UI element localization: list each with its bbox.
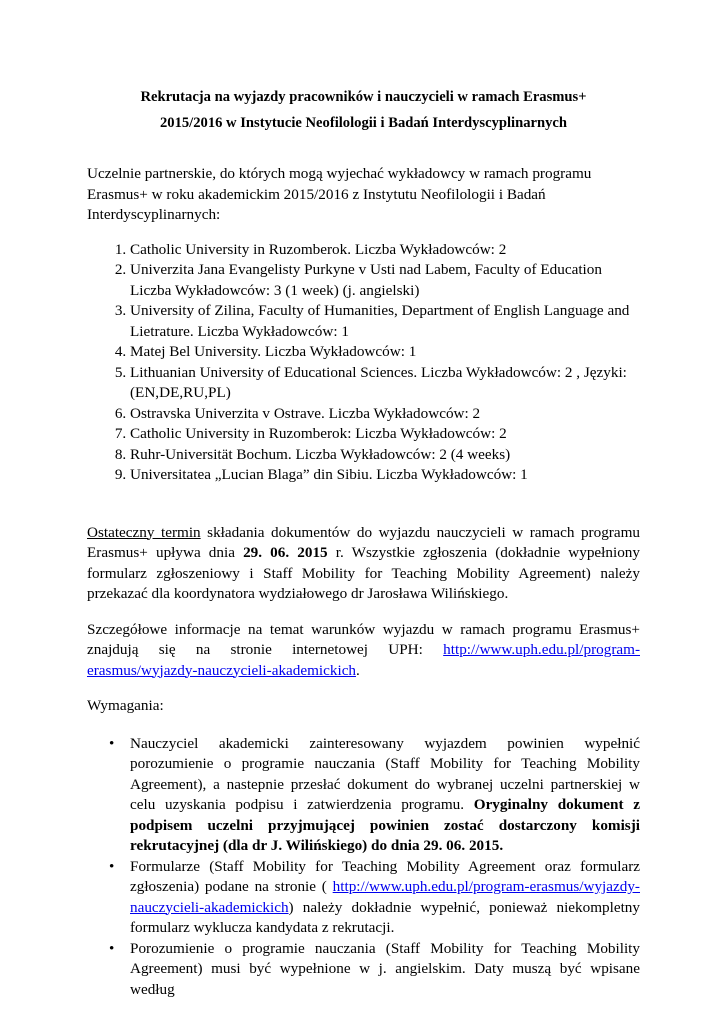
requirement-text-after: ) należy dokładnie wypełnić, ponieważ niekompletny formularz wyklucza kandydata z rekrutacji. — [130, 898, 640, 936]
deadline-text: składania dokumentów do wyjazdu nauczycieli w ramach programu Erasmus+ upływa dnia — [87, 523, 640, 561]
document-title-line-2: 2015/2016 w Instytucie Neofilologii i Badań Interdyscyplinarnych — [159, 115, 568, 131]
intro-paragraph: Uczelnie partnerskie, do których mogą wyjechać wykładowcy w ramach programu Erasmus+ w roku akademickim 2015/2016 z Instytutu Neofilologii i Badań Interdyscyplinarnych: — [87, 165, 592, 223]
requirement-item — [130, 734, 640, 857]
deadline-term: Ostateczny termin — [87, 523, 201, 541]
requirement-text: Formularze (Staff Mobility for Teaching Mobility Agreement oraz formularz zgłoszenia) podane na stronie ( — [130, 857, 640, 895]
requirements-heading: Wymagania: — [87, 697, 164, 714]
partner-university-item: 6. Ostravska Univerzita v Ostrave. Liczba Wykładowców: 2 — [130, 404, 640, 425]
partner-university-item: 8. Ruhr-Universität Bochum. Liczba Wykładowców: 2 (4 weeks) — [130, 445, 640, 466]
requirement-item — [130, 857, 640, 939]
info-paragraph — [87, 620, 640, 682]
document-page — [87, 84, 640, 1000]
forms-link[interactable]: http://www.uph.edu.pl/program-erasmus/wyjazdy-nauczycieli-akademickich — [130, 878, 640, 916]
partner-university-item: 7. Catholic University in Ruzomberok: Liczba Wykładowców: 2 — [130, 424, 640, 445]
deadline-text-continued: r. Wszystkie zgłoszenia (dokładnie wypełniony formularz zgłoszeniowy i Staff Mobility for Teaching Mobility Agreement) należy przekazać dla koordynatora wydziałowego dr Jarosława Wilińskiego. — [87, 544, 640, 602]
partner-university-item: 2. Univerzita Jana Evangelisty Purkyne v Usti nad Labem, Faculty of Education Liczba Wykładowców: 3 (1 week) (j. angielski) — [130, 260, 640, 301]
requirements-list — [87, 734, 640, 1001]
requirement-text: Nauczyciel akademicki zainteresowany wyjazdem powinien wypełnić porozumienie o programie nauczania (Staff Mobility for Teaching Mobility Agreement), a nastepnie przesłać dokument do wybranej uczelni partnerskiej w celu uzyskania podpisu i zatwierdzenia programu. — [130, 734, 640, 813]
info-text: Szczegółowe informacje na temat warunków wyjazdu w ramach programu Erasmus+ znajdują się na stronie internetowej UPH: — [87, 620, 640, 658]
partner-university-item: 4. Matej Bel University. Liczba Wykładowców: 1 — [130, 342, 640, 363]
document-title-line-1: Rekrutacja na wyjazdy pracowników i nauczycieli w ramach Erasmus+ — [140, 89, 587, 105]
partner-university-item: 9. Universitatea „Lucian Blaga” din Sibiu. Liczba Wykładowców: 1 — [130, 465, 640, 486]
requirement-bold-text: Oryginalny dokument z podpisem uczelni przyjmującej powinien zostać dostarczony komisji rekrutacyjnej (dla dr J. Wilińskiego) do dnia 29. 06. 2015. — [130, 796, 640, 854]
program-info-link[interactable]: http://www.uph.edu.pl/program-erasmus/wyjazdy-nauczycieli-akademickich — [87, 641, 640, 679]
partner-university-item: 5. Lithuanian University of Educational Sciences. Liczba Wykładowców: 2 , Języki: (EN,DE,RU,PL) — [130, 363, 640, 404]
requirement-text: Porozumienie o programie nauczania (Staff Mobility for Teaching Mobility Agreement) musi być wypełnione w j. angielskim. Daty muszą być wpisane według — [130, 939, 640, 998]
info-end: . — [356, 661, 360, 679]
partner-university-item: 1. Catholic University in Ruzomberok. Liczba Wykładowców: 2 — [130, 240, 640, 261]
requirement-item — [130, 939, 640, 1001]
partner-university-item: 3. University of Zilina, Faculty of Humanities, Department of English Language and Lietrature. Liczba Wykładowców: 1 — [130, 301, 640, 342]
deadline-date: 29. 06. 2015 — [243, 544, 328, 561]
partner-universities-list — [87, 240, 640, 486]
deadline-paragraph — [87, 523, 640, 605]
